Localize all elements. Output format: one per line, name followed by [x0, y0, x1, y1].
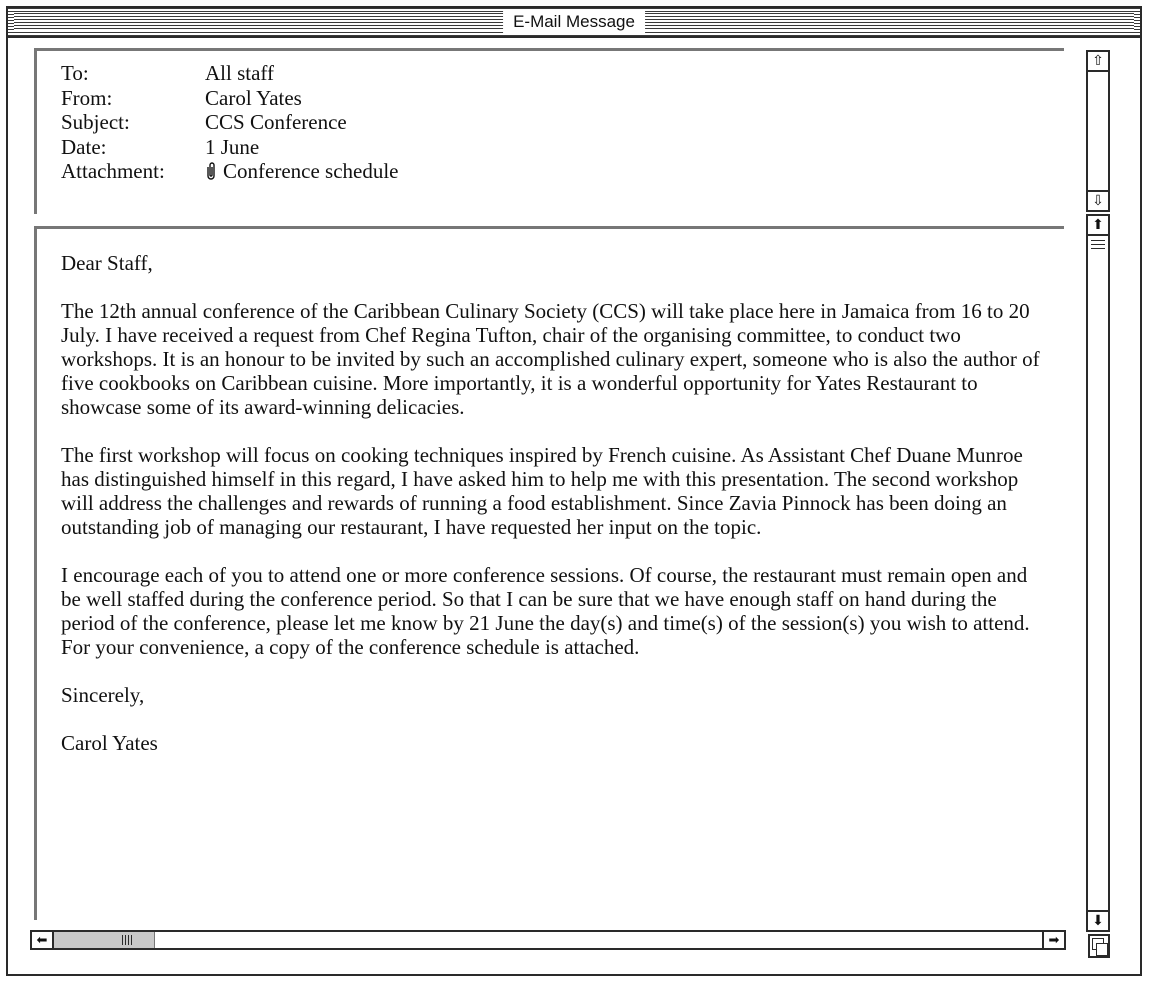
- to-label: To:: [61, 61, 89, 85]
- from-label: From:: [61, 85, 113, 110]
- subject-value: CCS Conference: [205, 110, 347, 134]
- window-title: E-Mail Message: [503, 10, 645, 34]
- body-paragraph-2: The first workshop will focus on cooking techniques inspired by French cuisine. As Assistant Chef Duane Munroe has distinguished himself in this regard, I have asked him to help me with this presentation. The second workshop will address the challenges and rewards of running a food establishment. Since Zavia Pinnock has been doing an outstanding job of managing our restaurant, I have requested her input on the topic.: [61, 443, 1023, 539]
- horizontal-scroll-thumb[interactable]: [54, 932, 155, 948]
- closing: Sincerely,: [61, 683, 145, 707]
- subject-label: Subject:: [61, 110, 130, 134]
- header-pane: [34, 48, 1064, 214]
- body-scrollbar[interactable]: [1086, 214, 1110, 932]
- greeting: Dear Staff,: [61, 251, 153, 275]
- resize-square-front: [1096, 943, 1108, 956]
- attachment-name: Conference schedule: [223, 159, 399, 183]
- message-header: [61, 61, 399, 185]
- to-row: [61, 61, 399, 86]
- paperclip-icon: [205, 160, 217, 185]
- scroll-left-icon[interactable]: ⬅: [32, 932, 54, 948]
- body-pane: [34, 226, 1064, 920]
- body-paragraph-1: The 12th annual conference of the Caribbean Culinary Society (CCS) will take place here in Jamaica from 16 to 20 July. I have received a request from Chef Regina Tufton, chair of the organising committee, to conduct two workshops. It is an honour to be invited by such an accomplished culinary expert, someone who is also the author of five cookbooks on Caribbean cuisine. More importantly, it is a wonderful opportunity for Yates Restaurant to showcase some of its award-winning delicacies.: [61, 299, 1040, 419]
- attachment-link[interactable]: [205, 159, 399, 185]
- horizontal-thumb-grip: [122, 935, 134, 945]
- horizontal-scrollbar[interactable]: [30, 930, 1066, 950]
- scroll-right-icon[interactable]: ➡: [1042, 932, 1064, 948]
- body-scroll-up-icon[interactable]: ⬆: [1088, 216, 1108, 236]
- message-body: [61, 251, 1051, 779]
- date-value: 1 June: [205, 134, 260, 159]
- date-row: [61, 135, 399, 160]
- attachment-row: [61, 159, 399, 185]
- date-label: Date:: [61, 134, 107, 159]
- header-scrollbar[interactable]: [1086, 50, 1110, 212]
- subject-row: [61, 110, 399, 135]
- attachment-label: Attachment:: [61, 159, 165, 183]
- body-scroll-down-icon[interactable]: ⬇: [1088, 910, 1108, 930]
- from-row: [61, 86, 399, 111]
- header-scroll-up-icon[interactable]: ⇧: [1088, 52, 1108, 72]
- scroll-thumb-grip[interactable]: [1091, 240, 1105, 252]
- body-paragraph-3: I encourage each of you to attend one or more conference sessions. Of course, the restaurant must remain open and be well staffed during the conference period. So that I can be sure that we have enough staff on hand during the period of the conference, please let me know by 21 June the day(s) and time(s) of the session(s) you wish to attend. For your convenience, a copy of the conference schedule is attached.: [61, 563, 1030, 659]
- signature: Carol Yates: [61, 731, 158, 755]
- resize-icon[interactable]: [1088, 934, 1110, 958]
- title-bar[interactable]: [8, 8, 1140, 38]
- header-scroll-down-icon[interactable]: ⇩: [1088, 190, 1108, 210]
- to-value: All staff: [205, 61, 275, 85]
- from-value: Carol Yates: [205, 85, 302, 110]
